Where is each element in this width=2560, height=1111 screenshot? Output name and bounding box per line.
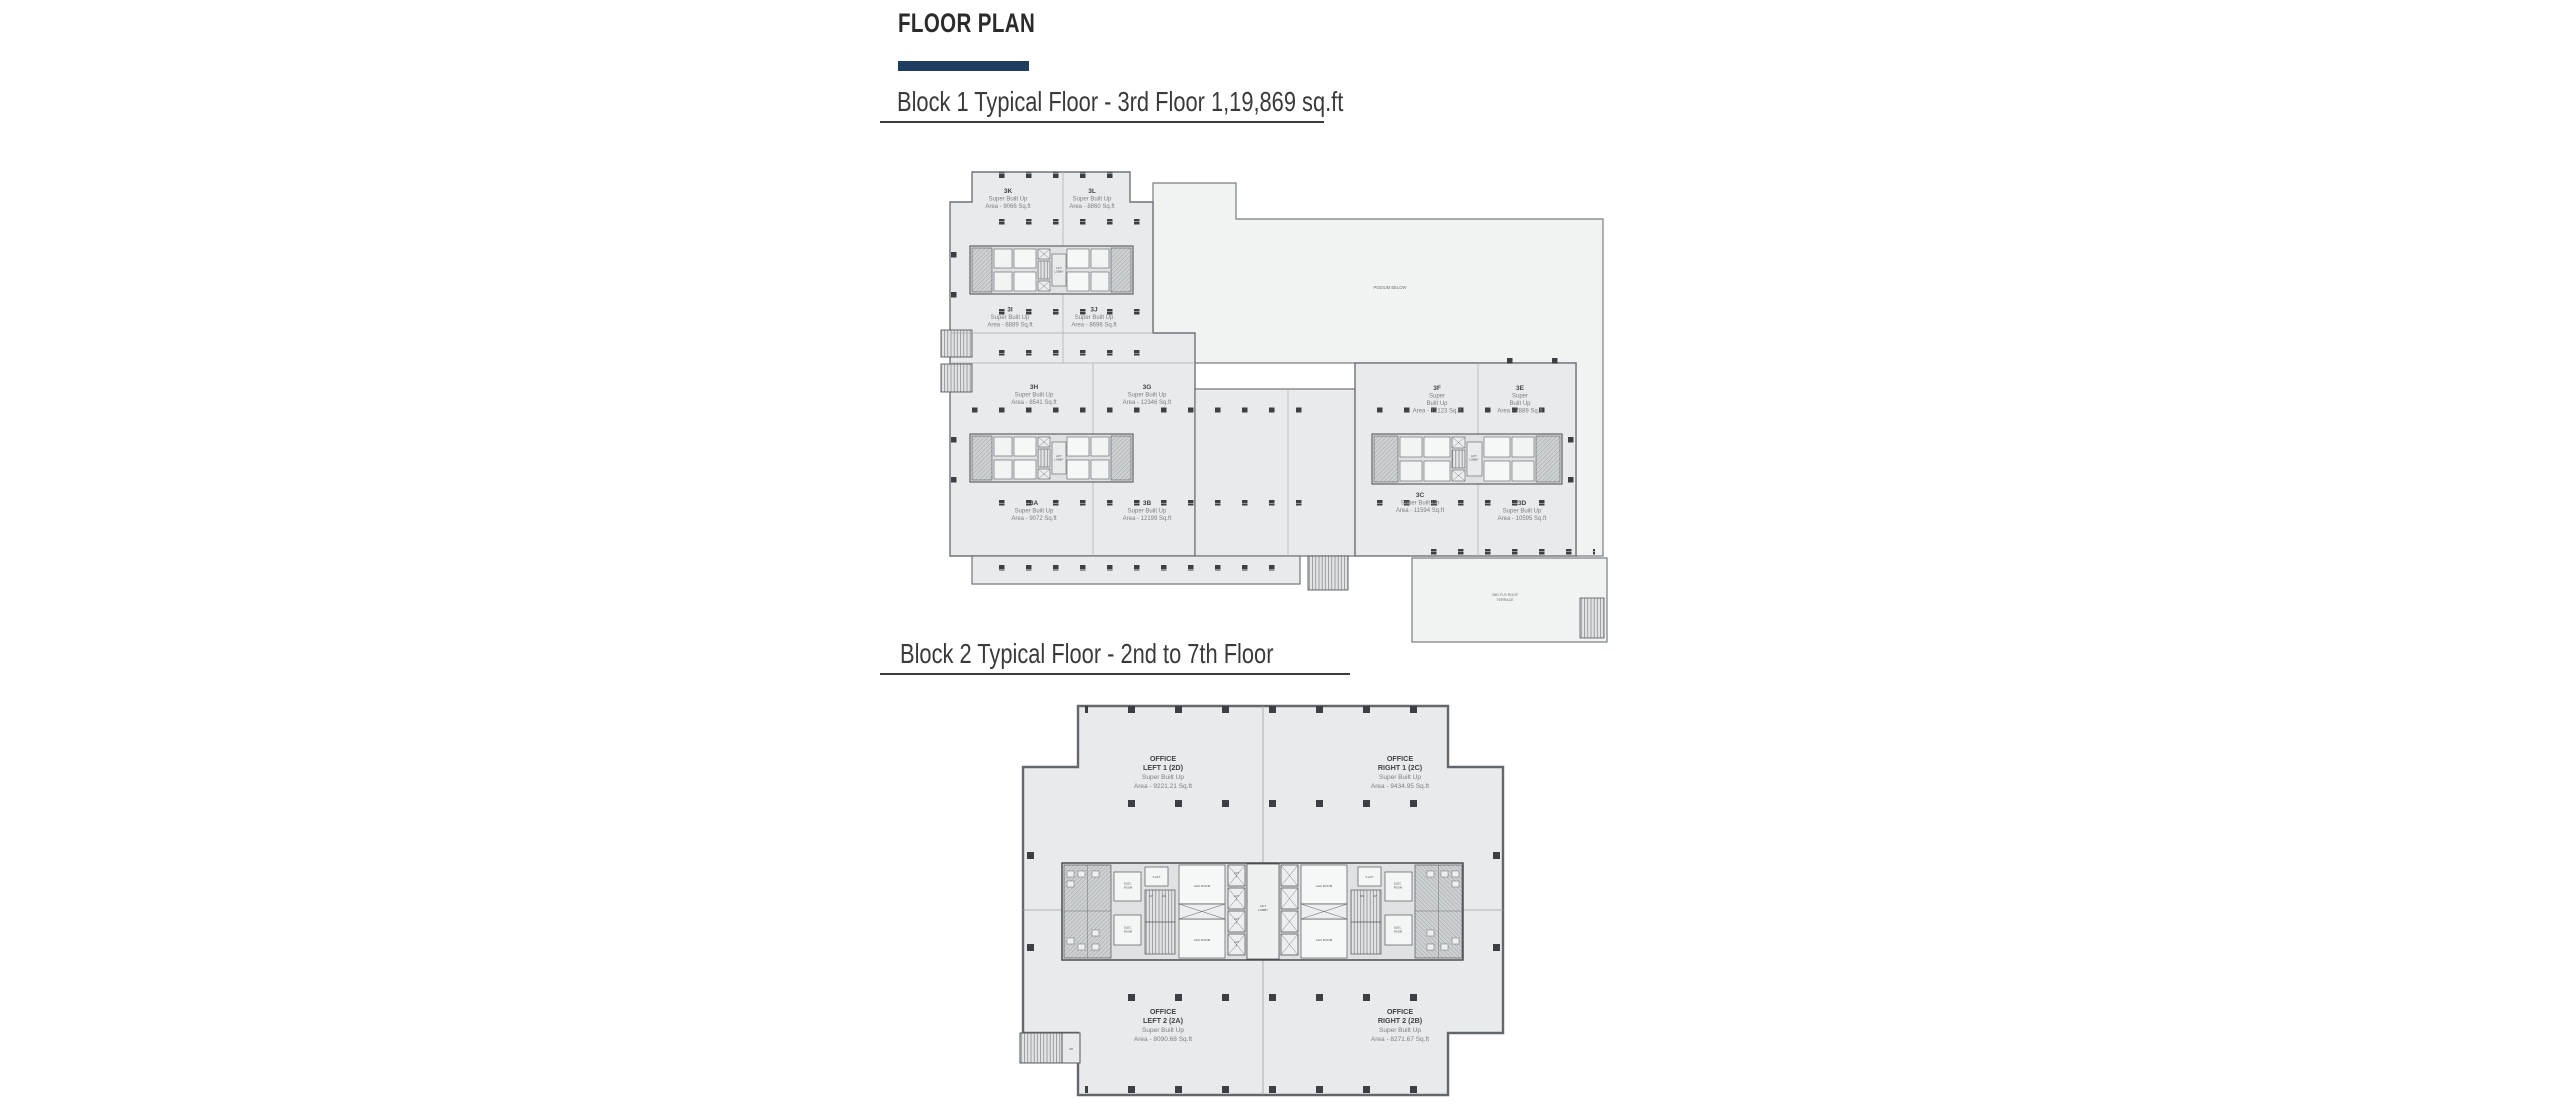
svg-text:Area - 9072 Sq.ft: Area - 9072 Sq.ft — [1011, 516, 1057, 522]
core1-lobby-label-1: LIFT — [1056, 266, 1062, 270]
svg-text:Area - 9066 Sq.ft: Area - 9066 Sq.ft — [985, 204, 1031, 210]
svg-text:LEFT 1 (2D): LEFT 1 (2D) — [1143, 763, 1183, 772]
column-row — [985, 565, 1295, 571]
svg-text:Super Built Up: Super Built Up — [1072, 196, 1112, 203]
page-title: FLOOR PLAN — [898, 8, 1036, 38]
svg-text:ROOM: ROOM — [1393, 930, 1403, 934]
service-lift-label: S.LIFT — [1152, 876, 1161, 879]
svg-text:Super Built Up: Super Built Up — [1400, 500, 1440, 507]
annex-up-label: UP — [1068, 1047, 1074, 1051]
column-row — [1370, 500, 1560, 506]
block1-stair-pod-left-1 — [941, 330, 972, 357]
column-row — [958, 407, 1320, 413]
svg-text:Super: Super — [1428, 393, 1446, 400]
svg-text:Super Built Up: Super Built Up — [1502, 508, 1542, 515]
unit-label: 3I — [1007, 306, 1013, 314]
terrace-label-2: TERRACE — [1496, 598, 1514, 602]
block1-lower-middle — [1195, 389, 1355, 556]
svg-text:Area - 8860 Sq.ft: Area - 8860 Sq.ft — [1069, 204, 1115, 210]
unit-label: 3A — [1029, 500, 1039, 507]
svg-text:Area - 7889 Sq.ft: Area - 7889 Sq.ft — [1497, 408, 1543, 415]
ahu-room-label: AHU ROOM — [1315, 938, 1333, 942]
lift-3-label: LIFT — [1233, 918, 1240, 921]
stair-up-label: UP — [1373, 895, 1377, 898]
svg-text:ROOM: ROOM — [1393, 886, 1403, 890]
column-row — [1105, 994, 1420, 1001]
svg-text:Area - 11594 Sq.ft: Area - 11594 Sq.ft — [1395, 508, 1445, 514]
stair-dn-label: DN — [1360, 895, 1364, 898]
block1-stair-pod-left-2 — [941, 364, 972, 392]
unit-label: 3B — [1142, 500, 1152, 507]
svg-text:Area - 12123 Sq.ft: Area - 12123 Sq.ft — [1412, 408, 1462, 415]
office-label: OFFICE — [1386, 1007, 1414, 1016]
block1-heading: Block 1 Typical Floor - 3rd Floor 1,19,869 sq.ft — [897, 86, 1344, 117]
lift-4-label: LIFT — [1233, 941, 1240, 944]
svg-text:Area - 9434.95 Sq.ft: Area - 9434.95 Sq.ft — [1370, 783, 1430, 790]
stair-dn-label: DN — [1162, 895, 1166, 898]
svg-text:Area - 8271.67 Sq.ft: Area - 8271.67 Sq.ft — [1370, 1036, 1430, 1043]
core3-lobby-label-2: LOBBY — [1469, 457, 1479, 462]
svg-text:LEFT 2 (2A): LEFT 2 (2A) — [1143, 1016, 1183, 1025]
elec-room-label: ELEC. — [1394, 882, 1402, 886]
svg-text:Area - 8696 Sq.ft: Area - 8696 Sq.ft — [1071, 322, 1117, 329]
lift-1-label: LIFT — [1233, 872, 1240, 875]
unit-label: 3K — [1003, 188, 1013, 195]
block2-core — [1062, 863, 1463, 960]
svg-text:Super: Super — [1511, 393, 1529, 400]
unit-label: 3H — [1029, 384, 1039, 391]
column-row — [990, 173, 1125, 179]
svg-text:RIGHT 1 (2C): RIGHT 1 (2C) — [1377, 763, 1423, 772]
column-row — [985, 350, 1145, 356]
block2-heading-rule — [880, 673, 1350, 675]
svg-text:Super Built Up: Super Built Up — [1379, 1027, 1421, 1034]
ahu-room-label: AHU ROOM — [1193, 884, 1211, 888]
core3-lobby-label-1: LIFT — [1471, 454, 1477, 458]
core2-lobby-label-1: LIFT — [1056, 454, 1062, 458]
svg-text:3: 3 — [1235, 921, 1238, 925]
block1-heading-rule — [880, 121, 1324, 123]
svg-text:Area - 12346 Sq.ft: Area - 12346 Sq.ft — [1122, 400, 1172, 406]
office-label: OFFICE — [1149, 754, 1177, 763]
svg-text:Super Built Up: Super Built Up — [1142, 1027, 1184, 1034]
svg-text:Area - 8541 Sq.ft: Area - 8541 Sq.ft — [1011, 400, 1057, 406]
block2-heading: Block 2 Typical Floor - 2nd to 7th Floor — [900, 638, 1274, 669]
column-row — [1085, 1086, 1445, 1093]
column-row — [1425, 549, 1595, 555]
block1-stair-pod-bottom — [1308, 556, 1348, 590]
unit-label: 3G — [1142, 384, 1152, 391]
block1-core-right — [1372, 434, 1562, 484]
lift-lobby-label: LIFT — [1259, 904, 1267, 908]
stair-up-label: UP — [1149, 895, 1153, 898]
column-row — [1085, 706, 1445, 713]
svg-text:Super Built Up: Super Built Up — [1142, 774, 1184, 781]
svg-text:Super Built Up: Super Built Up — [990, 315, 1030, 321]
block2-floorplan — [1010, 698, 1515, 1108]
unit-label: 3E — [1516, 385, 1524, 392]
block2-stair-annex — [1020, 1033, 1080, 1063]
column-row — [1105, 800, 1420, 807]
svg-text:2: 2 — [1235, 898, 1238, 902]
svg-text:RIGHT 2 (2B): RIGHT 2 (2B) — [1377, 1016, 1423, 1025]
unit-label: 3L — [1088, 188, 1096, 195]
svg-text:ROOM: ROOM — [1123, 930, 1133, 934]
service-lift-label: S.LIFT — [1365, 876, 1374, 879]
unit-label: 3J — [1090, 306, 1098, 314]
office-label: OFFICE — [1386, 754, 1414, 763]
terrace-stair — [1580, 598, 1604, 638]
svg-text:Super Built Up: Super Built Up — [1014, 508, 1054, 515]
unit-label: 3F — [1433, 385, 1441, 392]
core2-lobby-label-2: LOBBY — [1054, 457, 1064, 462]
svg-text:4: 4 — [1235, 944, 1238, 948]
svg-text:Super Built Up: Super Built Up — [988, 196, 1028, 203]
elec-room-label: ELEC. — [1124, 926, 1132, 930]
elec-room-label: ELEC. — [1394, 926, 1402, 930]
svg-text:Area - 12199 Sq.ft: Area - 12199 Sq.ft — [1122, 516, 1172, 522]
svg-text:ROOM: ROOM — [1123, 886, 1133, 890]
svg-text:Area - 8090.68 Sq.ft: Area - 8090.68 Sq.ft — [1133, 1036, 1193, 1043]
core1-lobby-label-2: LOBBY — [1054, 269, 1064, 274]
office-label: OFFICE — [1149, 1007, 1177, 1016]
svg-text:Built Up: Built Up — [1509, 401, 1531, 407]
ahu-room-label: AHU ROOM — [1193, 938, 1211, 942]
svg-text:Super Built Up: Super Built Up — [1074, 315, 1114, 321]
elec-room-label: ELEC. — [1124, 882, 1132, 886]
lift-2-label: LIFT — [1233, 895, 1240, 898]
open-area-label: PODIUM BELOW — [1373, 285, 1407, 290]
block1-floorplan — [930, 160, 1620, 652]
column-row — [985, 219, 1145, 225]
svg-text:Area - 8889 Sq.ft: Area - 8889 Sq.ft — [987, 322, 1033, 329]
svg-text:Super Built Up: Super Built Up — [1127, 508, 1167, 515]
svg-text:Area - 10595 Sq.ft: Area - 10595 Sq.ft — [1497, 516, 1547, 522]
svg-text:Area - 9221.21 Sq.ft: Area - 9221.21 Sq.ft — [1133, 783, 1193, 790]
svg-text:LOBBY: LOBBY — [1257, 908, 1269, 912]
unit-label: 3D — [1517, 500, 1527, 507]
svg-text:1: 1 — [1235, 875, 1238, 879]
terrace-label-1: 2ND FLR ROOF — [1491, 593, 1519, 597]
svg-text:Super Built Up: Super Built Up — [1127, 392, 1167, 399]
svg-text:Super Built Up: Super Built Up — [1379, 774, 1421, 781]
ahu-room-label: AHU ROOM — [1315, 884, 1333, 888]
svg-text:Built Up: Built Up — [1426, 401, 1448, 407]
unit-label: 3C — [1415, 492, 1425, 499]
title-underline-bar — [898, 61, 1029, 71]
svg-text:Super Built Up: Super Built Up — [1014, 392, 1054, 399]
